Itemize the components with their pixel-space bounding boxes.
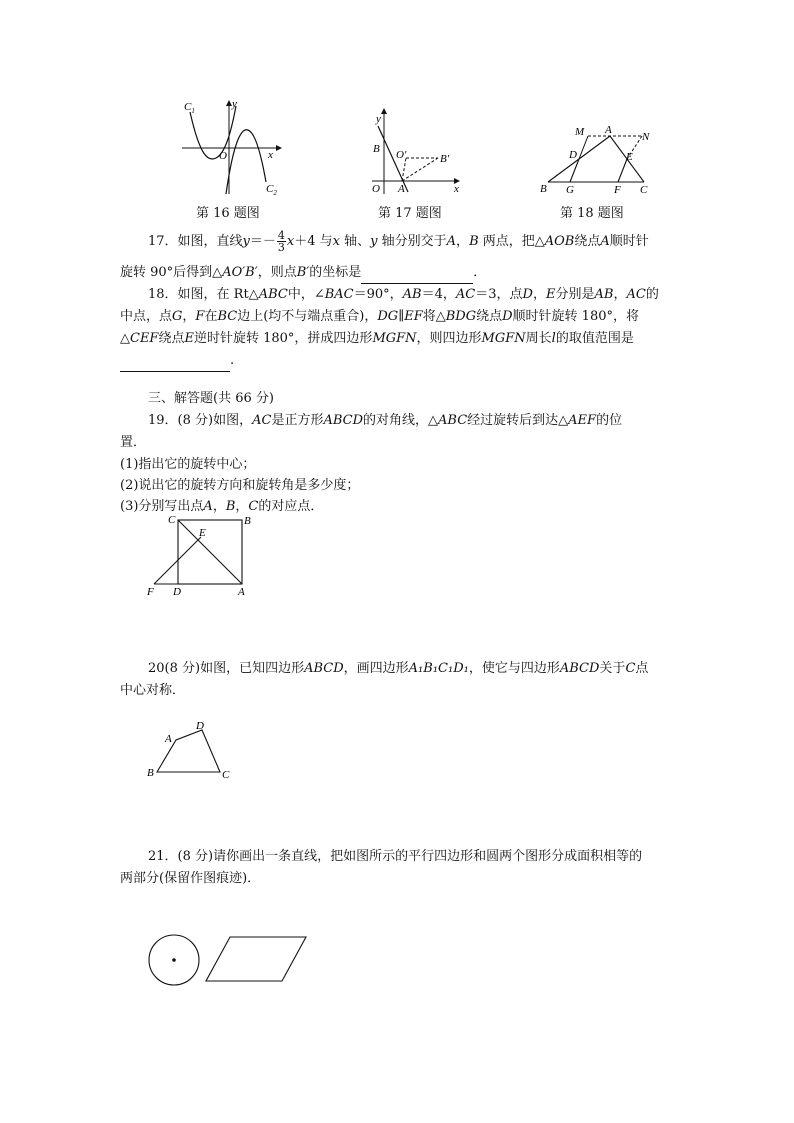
figure-18 [538, 122, 652, 198]
origin-label: O [219, 150, 227, 162]
q18-line1: 18．如图，在 Rt△ABC中，∠BAC＝90°，AB＝4，AC＝3，点D，E分别是AB，AC的 [148, 287, 659, 302]
answer-blank[interactable] [361, 267, 473, 284]
point-c-label: C [640, 184, 648, 196]
figure-17 [368, 106, 462, 196]
point-m-label: M [575, 126, 585, 138]
point-a-label: A [398, 183, 405, 195]
parallelogram-shape [206, 937, 306, 981]
q19-line1: 19．(8 分)如图，AC是正方形ABCD的对角线，△ABC经过旋转后到达△AEF的位 [148, 413, 623, 428]
q18-answer-line: . [120, 350, 234, 372]
point-e-label: E [199, 527, 206, 539]
point-f-label: F [614, 184, 621, 196]
point-n-label: N [642, 131, 650, 143]
point-b-label: B [373, 143, 380, 155]
q18-line3: △CEF绕点E逆时针旋转 180°，拼成四边形MGFN，则四边形MGFN周长l的取值范围是 [120, 331, 634, 346]
point-b-label: B [147, 767, 154, 779]
point-c-label: C [168, 514, 176, 526]
section-3-title: 三、解答题(共 66 分) [148, 391, 274, 406]
q19-sub1: (1)指出它的旋转中心； [120, 457, 256, 472]
point-e-label: E [626, 151, 633, 163]
q19-sub2: (2)说出它的旋转方向和旋转角是多少度； [120, 478, 360, 493]
point-a-label: A [605, 124, 612, 136]
q18-line2: 中点，点G，F在BC边上(均不与端点重合)，DG∥EF将△BDG绕点D顺时针旋转 180°，将 [120, 309, 639, 324]
q21-line1: 21．(8 分)请你画出一条直线，把如图所示的平行四边形和圆两个图形分成面积相等的 [148, 849, 643, 864]
x-axis-label: x [454, 183, 459, 195]
point-o-prime-label: O′ [396, 149, 407, 161]
point-a-label: A [165, 733, 172, 745]
q17-line1: 17．如图，直线y＝－ $\frac{4}{3}$ x＋4 与x 轴、y 轴分别交于A，B 两点，把△AOB绕点A顺时针 [148, 229, 649, 254]
point-d-label: D [196, 720, 204, 732]
c2-label: $C_2$ [266, 183, 277, 196]
figure-19 [142, 510, 258, 598]
c1-label: $C_1$ [184, 101, 195, 115]
point-g-label: G [566, 184, 574, 196]
q20-line1: 20(8 分)如图，已知四边形ABCD，画四边形A₁B₁C₁D₁，使它与四边形ABCD关于C点 [148, 661, 649, 676]
q17-line2: 旋转 90°后得到△AO′B′，则点B′的坐标是 ． [120, 262, 486, 284]
q19-sub3: (3)分别写出点A，B，C的对应点． [120, 499, 324, 514]
figure-16 [176, 98, 286, 196]
x-axis-label: x [268, 149, 273, 161]
fig18-caption: 第 18 题图 [560, 206, 624, 221]
fraction-4-3: $\frac{4}{3}$ [277, 229, 285, 254]
q20-line2: 中心对称． [120, 683, 186, 698]
point-b-label: B [244, 515, 251, 527]
fig16-caption: 第 16 题图 [196, 206, 260, 221]
point-f-label: F [147, 586, 154, 598]
point-b-label: B [540, 183, 547, 195]
fig17-caption: 第 17 题图 [378, 206, 442, 221]
circle-center-dot [172, 958, 176, 962]
q19-line2: 置． [120, 435, 147, 450]
point-d-label: D [173, 586, 181, 598]
figure-20 [142, 718, 238, 784]
y-axis-label: y [232, 98, 237, 110]
figure-21 [142, 930, 312, 990]
origin-label: O [372, 183, 380, 195]
q21-line2: 两部分(保留作图痕迹)． [120, 871, 261, 886]
point-b-prime-label: B′ [440, 153, 450, 165]
point-a-label: A [238, 586, 245, 598]
y-axis-label: y [376, 113, 381, 125]
point-d-label: D [569, 149, 577, 161]
point-c-label: C [222, 769, 230, 781]
answer-blank[interactable] [120, 357, 230, 372]
